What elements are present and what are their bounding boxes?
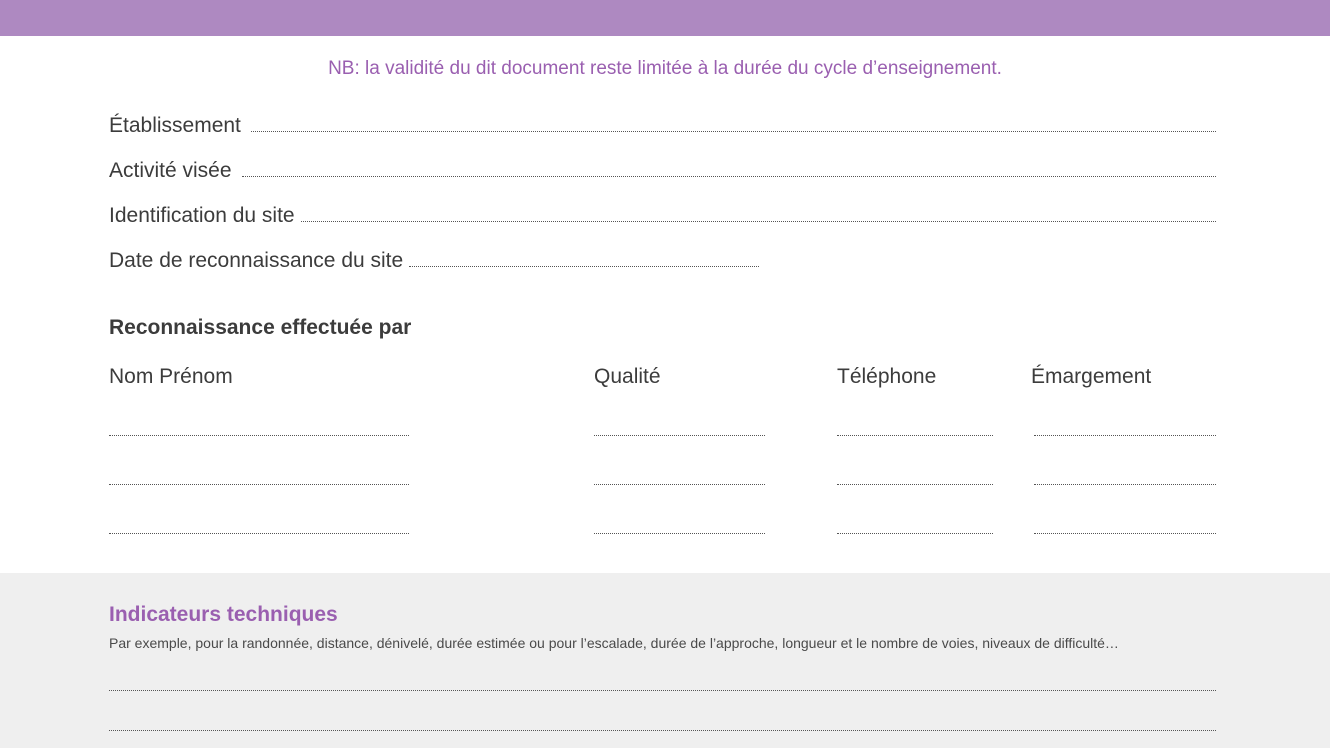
header-bar [0,0,1330,36]
field-activite [109,159,1216,183]
column-header-emargement: Émargement [1031,365,1152,388]
field-input-activite[interactable] [242,175,1216,177]
blank-indicateurs-1[interactable] [109,690,1216,691]
blank-emargement-1[interactable] [1034,435,1216,436]
blank-nom-3[interactable] [109,533,409,534]
blank-telephone-3[interactable] [837,533,993,534]
column-header-qualite: Qualité [594,365,661,388]
indicateurs-description: Par exemple, pour la randonnée, distance, dénivelé, durée estimée ou pour l’escalade, durée de l’approche, longueur et le nombre de voies, niveaux de difficulté… [109,635,1119,651]
blank-nom-1[interactable] [109,435,409,436]
reconnaissance-title: Reconnaissance effectuée par [109,316,412,339]
blank-qualite-1[interactable] [594,435,765,436]
field-date [109,249,759,273]
blank-telephone-1[interactable] [837,435,993,436]
field-input-identification[interactable] [301,220,1216,222]
blank-qualite-2[interactable] [594,484,765,485]
blank-qualite-3[interactable] [594,533,765,534]
blank-indicateurs-2[interactable] [109,730,1216,731]
blank-telephone-2[interactable] [837,484,993,485]
field-label-activite: Activité visée [109,159,232,182]
field-label-identification: Identification du site [109,204,295,227]
indicateurs-title: Indicateurs techniques [109,603,338,626]
field-input-date[interactable] [409,265,759,267]
blank-nom-2[interactable] [109,484,409,485]
column-header-telephone: Téléphone [837,365,937,388]
blank-emargement-3[interactable] [1034,533,1216,534]
field-input-etablissement[interactable] [251,130,1216,132]
field-label-etablissement: Établissement [109,114,241,137]
indicateurs-panel [0,573,1330,748]
blank-emargement-2[interactable] [1034,484,1216,485]
field-identification [109,204,1216,228]
column-header-nom: Nom Prénom [109,365,233,388]
validity-note: NB: la validité du dit document reste limitée à la durée du cycle d’enseignement. [328,58,1002,79]
field-label-date: Date de reconnaissance du site [109,249,404,272]
field-etablissement [109,114,1216,138]
